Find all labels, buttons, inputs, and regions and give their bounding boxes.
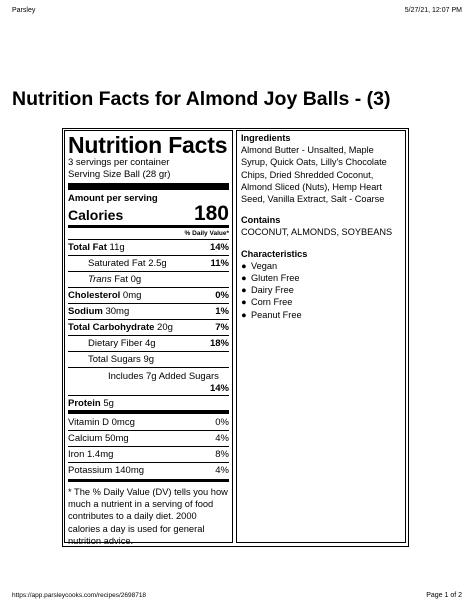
ingredients-heading: Ingredients xyxy=(241,133,291,143)
added-sugars-dv: 14% xyxy=(209,383,229,394)
dietary-fiber-row xyxy=(68,335,229,351)
dietary-fiber-dv: 18% xyxy=(209,338,229,349)
bullet-icon: ● xyxy=(241,297,247,308)
total-carbohydrate-dv: 7% xyxy=(215,322,229,333)
amount-per-serving: Amount per serving xyxy=(68,193,158,204)
list-item: ● Corn Free xyxy=(241,297,293,308)
divider-medium-bottom xyxy=(68,479,229,482)
dietary-fiber-label: Dietary Fiber 4g xyxy=(88,338,156,349)
total-carbohydrate-amount: 20g xyxy=(157,322,173,333)
bullet-icon: ● xyxy=(241,309,247,320)
total-fat-label: Total Fat xyxy=(68,242,107,253)
servings-per-container: 3 servings per container xyxy=(68,157,170,168)
protein-amount: 5g xyxy=(103,397,114,409)
protein-row xyxy=(68,395,229,414)
divider-thick xyxy=(68,183,229,190)
potassium-dv: 4% xyxy=(215,465,229,476)
list-item: ● Vegan xyxy=(241,260,278,271)
contains-heading: Contains xyxy=(241,215,281,226)
total-carbohydrate-label: Total Carbohydrate xyxy=(68,322,155,333)
sodium-dv: 1% xyxy=(215,306,229,317)
vitamin-d-dv: 0% xyxy=(215,416,229,428)
trans-fat-label: Trans xyxy=(88,274,112,285)
potassium-label: Potassium 140mg xyxy=(68,465,145,476)
footer-url[interactable]: https://app.parsleycooks.com/recipes/2698718 xyxy=(12,592,147,599)
list-item: ● Dairy Free xyxy=(241,285,294,296)
saturated-fat-dv: 11% xyxy=(210,258,229,269)
calcium-label: Calcium 50mg xyxy=(68,433,129,444)
recipe-details xyxy=(236,130,406,543)
total-sugars-label: Total Sugars 9g xyxy=(88,354,155,365)
sodium-amount: 30mg xyxy=(105,306,130,317)
contains-text: COCONUT, ALMONDS, SOYBEANS xyxy=(241,227,393,238)
protein-label: Protein xyxy=(68,397,101,409)
header-datetime: 5/27/21, 12:07 PM xyxy=(404,7,462,14)
calcium-row xyxy=(68,430,229,446)
total-carbohydrate-row xyxy=(68,319,229,335)
calories-label: Calories xyxy=(68,207,124,223)
total-sugars-row xyxy=(68,351,229,367)
calories-row xyxy=(68,204,229,224)
vitamin-d-row xyxy=(68,414,229,430)
total-fat-amount: 11g xyxy=(109,242,125,253)
header-app-name: Parsley xyxy=(12,7,36,14)
nutrition-facts-heading: Nutrition Facts xyxy=(68,132,228,158)
characteristics-list xyxy=(241,260,401,321)
added-sugars-label: Includes 7g Added Sugars xyxy=(68,367,229,383)
total-fat-dv: 14% xyxy=(209,242,229,253)
nutrition-panel xyxy=(62,128,409,547)
bullet-icon: ● xyxy=(241,285,247,296)
total-fat-row xyxy=(68,239,229,255)
nutrition-facts-label xyxy=(64,130,233,546)
calories-value: 180 xyxy=(193,202,229,225)
cholesterol-dv: 0% xyxy=(215,290,229,301)
iron-label: Iron 1.4mg xyxy=(68,449,114,460)
cholesterol-row xyxy=(68,287,229,303)
potassium-row xyxy=(68,462,229,478)
footer-page-number: Page 1 of 2 xyxy=(426,592,462,599)
calcium-dv: 4% xyxy=(215,433,229,444)
trans-fat-row xyxy=(68,271,229,287)
daily-value-footnote: * The % Daily Value (DV) tells you how much a nutrient in a serving of food contributes to a daily diet. 2000 calories a day is used for general nutrition advice. xyxy=(68,487,228,546)
bullet-icon: ● xyxy=(241,260,247,271)
iron-row xyxy=(68,446,229,462)
vitamin-d-label: Vitamin D 0mcg xyxy=(68,416,135,428)
iron-dv: 8% xyxy=(215,449,229,460)
saturated-fat-row xyxy=(68,255,229,271)
list-item: ● Gluten Free xyxy=(241,273,300,284)
saturated-fat-label: Saturated Fat 2.5g xyxy=(88,258,167,269)
page-title: Nutrition Facts for Almond Joy Balls - (3) xyxy=(12,88,391,110)
trans-fat-amount: Fat 0g xyxy=(114,274,142,285)
characteristics-heading: Characteristics xyxy=(241,248,308,259)
bullet-icon: ● xyxy=(241,273,247,284)
cholesterol-label: Cholesterol xyxy=(68,290,121,301)
ingredients-text: Almond Butter - Unsalted, Maple Syrup, Quick Oats, Lilly's Chocolate Chips, Dried Shredded Coconut, Almond Sliced (Nuts), Hemp Heart Seed, Vanilla Extract, Salt - Coarse xyxy=(241,145,387,205)
sodium-label: Sodium xyxy=(68,306,103,317)
daily-value-header: % Daily Value* xyxy=(184,230,229,237)
list-item: ● Peanut Free xyxy=(241,309,302,320)
divider-medium xyxy=(68,225,229,228)
cholesterol-amount: 0mg xyxy=(122,290,142,301)
sodium-row xyxy=(68,303,229,319)
serving-size: Serving Size Ball (28 gr) xyxy=(68,169,171,180)
